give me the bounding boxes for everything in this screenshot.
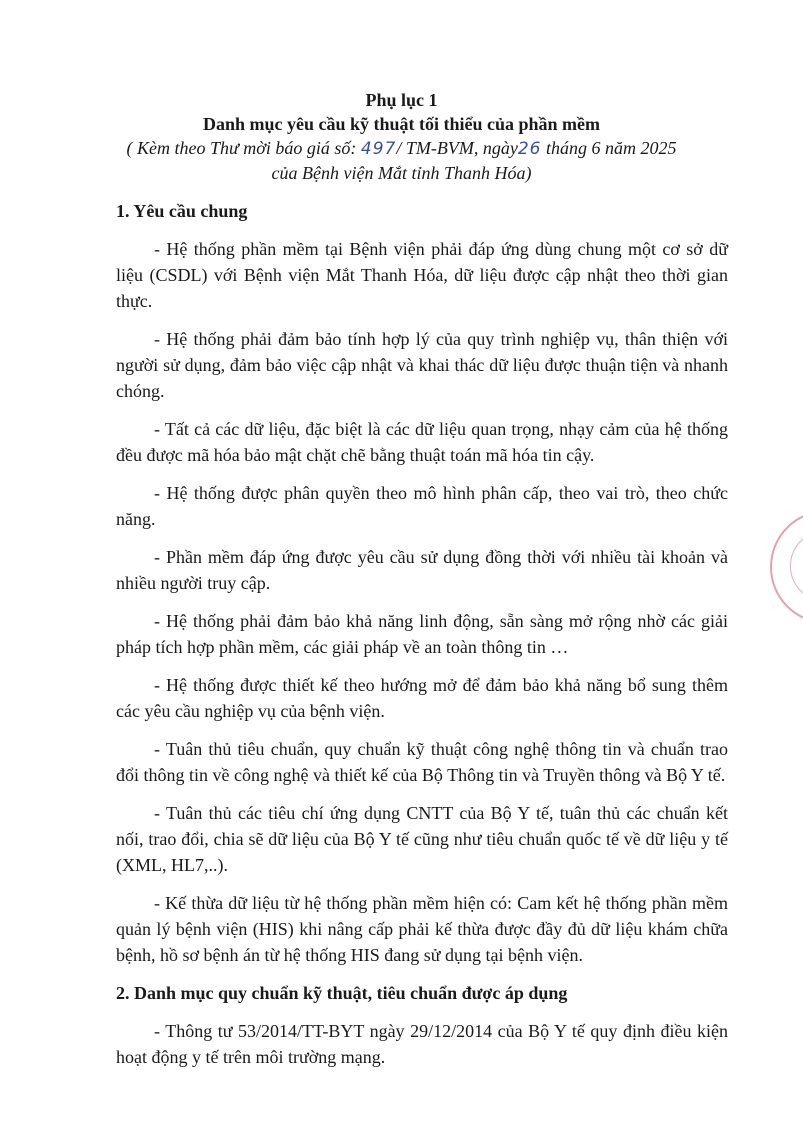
requirement-item: - Tuân thủ các tiêu chí ứng dụng CNTT của Bộ Y tế, tuân thủ các chuẩn kết nối, trao đổi, chia sẽ dữ liệu của Bộ Y tế cũng như tiêu chuẩn quốc tế về dữ liệu y tế (XML, HL7,..). <box>116 803 728 875</box>
requirement-item: - Hệ thống phần mềm tại Bệnh viện phải đáp ứng dùng chung một cơ sở dữ liệu (CSDL) với Bệnh viện Mắt Thanh Hóa, dữ liệu được cập nhật theo thời gian thực. <box>116 239 728 311</box>
attached-note <box>0 136 803 161</box>
requirement-item: - Kế thừa dữ liệu từ hệ thống phần mềm hiện có: Cam kết hệ thống phần mềm quản lý bệnh viện (HIS) khi nâng cấp phải kế thừa được đầy đủ dữ liệu khám chữa bệnh, hồ sơ bệnh án từ hệ thống HIS đang sử dụng tại bệnh viện. <box>116 893 728 965</box>
requirement-item: - Phần mềm đáp ứng được yêu cầu sử dụng đồng thời với nhiều tài khoản và nhiều người truy cập. <box>116 547 728 593</box>
requirement-item: - Tuân thủ tiêu chuẩn, quy chuẩn kỹ thuật công nghệ thông tin và chuẩn trao đổi thông tin về công nghệ và thiết kế của Bộ Thông tin và Truyền thông và Bộ Y tế. <box>116 739 728 785</box>
requirement-item: - Tất cả các dữ liệu, đặc biệt là các dữ liệu quan trọng, nhạy cảm của hệ thống đều được mã hóa bảo mật chặt chẽ bằng thuật toán mã hóa tin cậy. <box>116 419 728 465</box>
requirement-item: - Hệ thống được phân quyền theo mô hình phân cấp, theo vai trò, theo chức năng. <box>116 483 728 529</box>
appendix-subtitle: Danh mục yêu cầu kỹ thuật tối thiểu của phần mềm <box>202 114 601 134</box>
attached-post: tháng 6 năm 2025 <box>541 138 677 158</box>
section2-heading: 2. Danh mục quy chuẩn kỹ thuật, tiêu chuẩn được áp dụng <box>116 983 568 1003</box>
attached-mid: / TM-BVM, ngày <box>396 138 518 158</box>
standard-item: - Thông tư 53/2014/TT-BYT ngày 29/12/2014 của Bộ Y tế quy định điều kiện hoạt động y tế trên môi trường mạng. <box>116 1021 728 1067</box>
requirement-item: - Hệ thống được thiết kế theo hướng mở để đảm bảo khả năng bổ sung thêm các yêu cầu nghiệp vụ của bệnh viện. <box>116 675 728 721</box>
appendix-title: Phụ lục 1 <box>365 90 438 110</box>
section1-heading: 1. Yêu cầu chung <box>116 201 248 221</box>
requirement-item: - Hệ thống phải đảm bảo tính hợp lý của quy trình nghiệp vụ, thân thiện với người sử dụng, đảm bảo việc cập nhật và khai thác dữ liệu được thuận tiện và nhanh chóng. <box>116 329 728 401</box>
document-body <box>116 198 728 1082</box>
handwritten-doc-number: 497 <box>360 139 397 159</box>
attached-note-line2: của Bệnh viện Mắt tỉnh Thanh Hóa) <box>271 163 532 183</box>
document-header <box>0 88 803 185</box>
requirement-item: - Hệ thống phải đảm bảo khả năng linh động, sẵn sàng mở rộng nhờ các giải pháp tích hợp phần mềm, các giải pháp về an toàn thông tin … <box>116 611 728 657</box>
attached-pre: ( Kèm theo Thư mời báo giá số: <box>126 138 361 158</box>
handwritten-day: 26 <box>517 139 542 159</box>
